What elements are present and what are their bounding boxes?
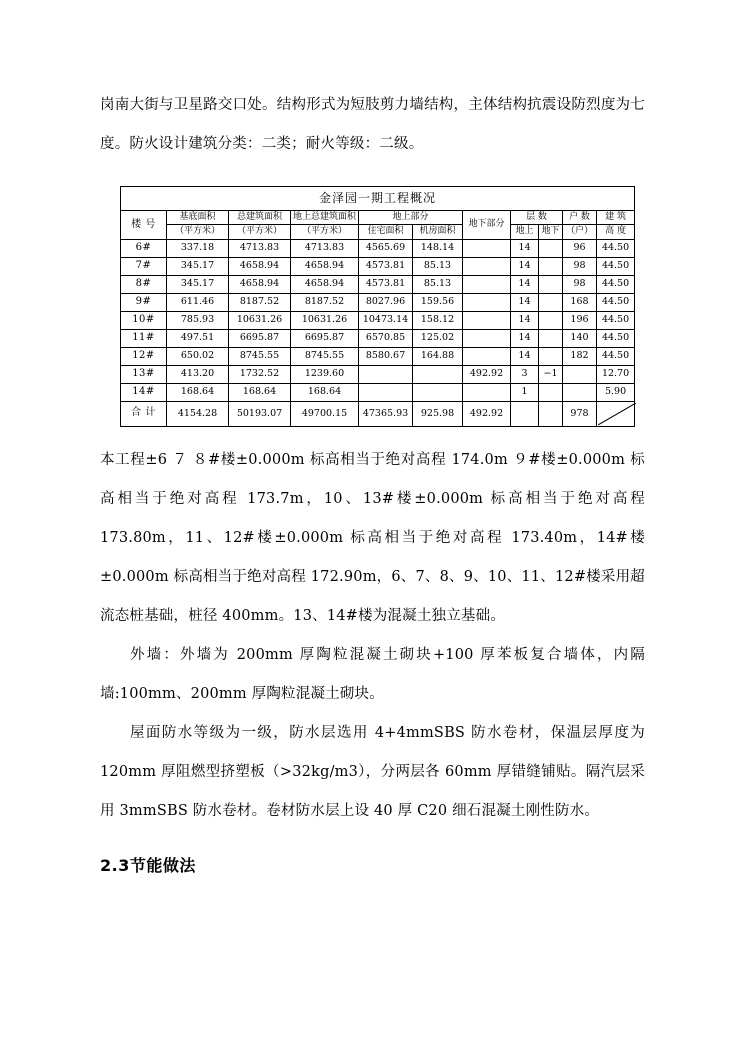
- cell-residential-area: 4565.69: [359, 239, 413, 257]
- section-heading-energy-saving: 2.3节能做法: [100, 855, 196, 875]
- cell-below-ground-area: [463, 293, 511, 311]
- cell-height: 44.50: [597, 275, 635, 293]
- header-height-line1: 建 筑: [597, 211, 635, 225]
- cell-building-no: 9#: [121, 293, 167, 311]
- table-row: [121, 275, 635, 293]
- cell-total-floors-below: [539, 401, 563, 426]
- cell-total-height-empty: [597, 401, 635, 426]
- cell-base-area: 413.20: [167, 365, 229, 383]
- cell-total-area: 10631.26: [229, 311, 291, 329]
- table-row: [121, 257, 635, 275]
- table-total-row: [121, 401, 635, 426]
- header-height-line2: 高 度: [597, 225, 635, 239]
- table-row: [121, 311, 635, 329]
- header-above-total-area-unit: （平方米）: [291, 225, 359, 239]
- cell-below-ground-area: [463, 347, 511, 365]
- header-below-ground-group: 地下部分: [463, 211, 511, 240]
- cell-households: 98: [563, 275, 597, 293]
- header-above-total-area: 地上总建筑面积: [291, 211, 359, 225]
- paragraph-intro: 岗南大街与卫星路交口处。结构形式为短肢剪力墙结构，主体结构抗震设防烈度为七度。防火设计建筑分类：二类；耐火等级：二级。: [100, 97, 645, 152]
- header-floors-below: 地下: [539, 225, 563, 239]
- cell-total-floors-above: [511, 401, 539, 426]
- cell-total-area: 4713.83: [229, 239, 291, 257]
- cell-above-total-area: 1239.60: [291, 365, 359, 383]
- cell-above-total-area: 8187.52: [291, 293, 359, 311]
- cell-building-no: 11#: [121, 329, 167, 347]
- cell-residential-area: [359, 365, 413, 383]
- cell-total-base-area: 4154.28: [167, 401, 229, 426]
- cell-below-ground-area: 492.92: [463, 365, 511, 383]
- cell-total-area: 4658.94: [229, 275, 291, 293]
- cell-total-above-total-area: 49700.15: [291, 401, 359, 426]
- cell-households: 168: [563, 293, 597, 311]
- cell-below-ground-area: [463, 257, 511, 275]
- cell-floors-above: 1: [511, 383, 539, 401]
- cell-households: 182: [563, 347, 597, 365]
- cell-total-total-area: 50193.07: [229, 401, 291, 426]
- cell-base-area: 650.02: [167, 347, 229, 365]
- cell-above-total-area: 6695.87: [291, 329, 359, 347]
- cell-below-ground-area: [463, 275, 511, 293]
- cell-machine-room-area: 85.13: [413, 275, 463, 293]
- cell-floors-below: [539, 293, 563, 311]
- cell-building-no: 14#: [121, 383, 167, 401]
- cell-residential-area: 8027.96: [359, 293, 413, 311]
- cell-height: 44.50: [597, 329, 635, 347]
- cell-building-no: 10#: [121, 311, 167, 329]
- paragraph-roof-waterproofing: 屋面防水等级为一级，防水层选用 4+4mmSBS 防水卷材，保温层厚度为 120mm 厚阻燃型挤塑板（>32kg/m3），分两层各 60mm 厚错缝铺贴。隔汽层采用 3mmSBS 防水卷材。卷材防水层上设 40 厚 C20 细石混凝土刚性防水。: [100, 724, 645, 819]
- paragraph-elevations: 本工程±6 ７ ８#楼±0.000m 标高相当于绝对高程 174.0m ９#楼±0.000m 标高相当于绝对高程 173.7m，10、13#楼±0.000m 标高相当于绝对高程 173.80m，11、12#楼±0.000m 标高相当于绝对高程 173.40m，14#楼±0.000m 标高相当于绝对高程 172.90m，6、7、8、9、10、11、12#楼采用超流态桩基础，桩径 400mm。13、14#楼为混凝土独立基础。: [100, 451, 645, 624]
- project-overview-table-wrapper: [120, 186, 630, 427]
- cell-machine-room-area: 159.56: [413, 293, 463, 311]
- cell-machine-room-area: 158.12: [413, 311, 463, 329]
- cell-households: [563, 365, 597, 383]
- cell-total-area: 4658.94: [229, 257, 291, 275]
- cell-households: [563, 383, 597, 401]
- cell-machine-room-area: 125.02: [413, 329, 463, 347]
- cell-total-residential-area: 47365.93: [359, 401, 413, 426]
- cell-floors-below: [539, 239, 563, 257]
- table-row: [121, 329, 635, 347]
- cell-height: 44.50: [597, 293, 635, 311]
- cell-total-label: 合 计: [121, 401, 167, 426]
- cell-above-total-area: 4658.94: [291, 275, 359, 293]
- cell-base-area: 497.51: [167, 329, 229, 347]
- cell-floors-below: [539, 383, 563, 401]
- table-row: [121, 239, 635, 257]
- cell-floors-below: [539, 311, 563, 329]
- cell-above-total-area: 10631.26: [291, 311, 359, 329]
- table-row: [121, 293, 635, 311]
- cell-residential-area: 6570.85: [359, 329, 413, 347]
- cell-residential-area: 8580.67: [359, 347, 413, 365]
- cell-building-no: 12#: [121, 347, 167, 365]
- header-base-area: 基底面积: [167, 211, 229, 225]
- cell-floors-above: 14: [511, 275, 539, 293]
- cell-floors-above: 14: [511, 293, 539, 311]
- cell-machine-room-area: 85.13: [413, 257, 463, 275]
- header-total-area-unit: （平方米）: [229, 225, 291, 239]
- cell-floors-above: 14: [511, 239, 539, 257]
- cell-building-no: 8#: [121, 275, 167, 293]
- header-residential-area: 住宅面积: [359, 225, 413, 239]
- cell-height: 44.50: [597, 311, 635, 329]
- cell-height: 12.70: [597, 365, 635, 383]
- cell-above-total-area: 4658.94: [291, 257, 359, 275]
- project-overview-table: [120, 186, 635, 427]
- cell-households: 196: [563, 311, 597, 329]
- cell-machine-room-area: 164.88: [413, 347, 463, 365]
- cell-residential-area: 4573.81: [359, 257, 413, 275]
- cell-households: 98: [563, 257, 597, 275]
- cell-total-area: 8187.52: [229, 293, 291, 311]
- header-floors-group: 层 数: [511, 211, 563, 225]
- cell-total-households: 978: [563, 401, 597, 426]
- cell-building-no: 7#: [121, 257, 167, 275]
- cell-base-area: 345.17: [167, 257, 229, 275]
- cell-above-total-area: 4713.83: [291, 239, 359, 257]
- cell-floors-below: −1: [539, 365, 563, 383]
- page-content: [100, 86, 645, 876]
- cell-base-area: 168.64: [167, 383, 229, 401]
- cell-below-ground-area: [463, 239, 511, 257]
- cell-residential-area: [359, 383, 413, 401]
- cell-floors-above: 14: [511, 329, 539, 347]
- header-machine-room-area: 机房面积: [413, 225, 463, 239]
- cell-floors-above: 3: [511, 365, 539, 383]
- table-row: [121, 383, 635, 401]
- cell-above-total-area: 8745.55: [291, 347, 359, 365]
- cell-height: 44.50: [597, 239, 635, 257]
- cell-below-ground-area: [463, 383, 511, 401]
- cell-above-total-area: 168.64: [291, 383, 359, 401]
- header-households: 户 数: [563, 211, 597, 225]
- cell-base-area: 785.93: [167, 311, 229, 329]
- cell-building-no: 13#: [121, 365, 167, 383]
- cell-floors-below: [539, 329, 563, 347]
- cell-base-area: 345.17: [167, 275, 229, 293]
- cell-households: 96: [563, 239, 597, 257]
- header-above-ground-group: 地上部分: [359, 211, 463, 225]
- table-row: [121, 347, 635, 365]
- cell-total-area: 1732.52: [229, 365, 291, 383]
- diagonal-strike-icon: [598, 403, 636, 425]
- header-floors-above: 地上: [511, 225, 539, 239]
- header-households-unit: （户）: [563, 225, 597, 239]
- cell-base-area: 337.18: [167, 239, 229, 257]
- cell-below-ground-area: [463, 311, 511, 329]
- table-row: [121, 365, 635, 383]
- cell-total-area: 8745.55: [229, 347, 291, 365]
- cell-height: 5.90: [597, 383, 635, 401]
- cell-floors-above: 14: [511, 311, 539, 329]
- cell-machine-room-area: [413, 383, 463, 401]
- cell-below-ground-area: [463, 329, 511, 347]
- cell-total-machine-room-area: 925.98: [413, 401, 463, 426]
- cell-building-no: 6#: [121, 239, 167, 257]
- cell-machine-room-area: [413, 365, 463, 383]
- cell-floors-above: 14: [511, 257, 539, 275]
- header-total-area: 总建筑面积: [229, 211, 291, 225]
- cell-floors-below: [539, 275, 563, 293]
- header-building-no: 楼 号: [121, 211, 167, 240]
- cell-total-area: 6695.87: [229, 329, 291, 347]
- cell-households: 140: [563, 329, 597, 347]
- cell-total-below-ground-area: 492.92: [463, 401, 511, 426]
- cell-total-area: 168.64: [229, 383, 291, 401]
- cell-base-area: 611.46: [167, 293, 229, 311]
- cell-height: 44.50: [597, 257, 635, 275]
- cell-residential-area: 10473.14: [359, 311, 413, 329]
- cell-floors-below: [539, 347, 563, 365]
- cell-floors-above: 14: [511, 347, 539, 365]
- header-base-area-unit: （平方米）: [167, 225, 229, 239]
- cell-floors-below: [539, 257, 563, 275]
- cell-machine-room-area: 148.14: [413, 239, 463, 257]
- cell-residential-area: 4573.81: [359, 275, 413, 293]
- paragraph-walls: 外墙：外墙为 200mm 厚陶粒混凝土砌块+100 厚苯板复合墙体，内隔墙:100mm、200mm 厚陶粒混凝土砌块。: [100, 646, 645, 702]
- table-title: 金泽园一期工程概况: [121, 187, 635, 211]
- cell-height: 44.50: [597, 347, 635, 365]
